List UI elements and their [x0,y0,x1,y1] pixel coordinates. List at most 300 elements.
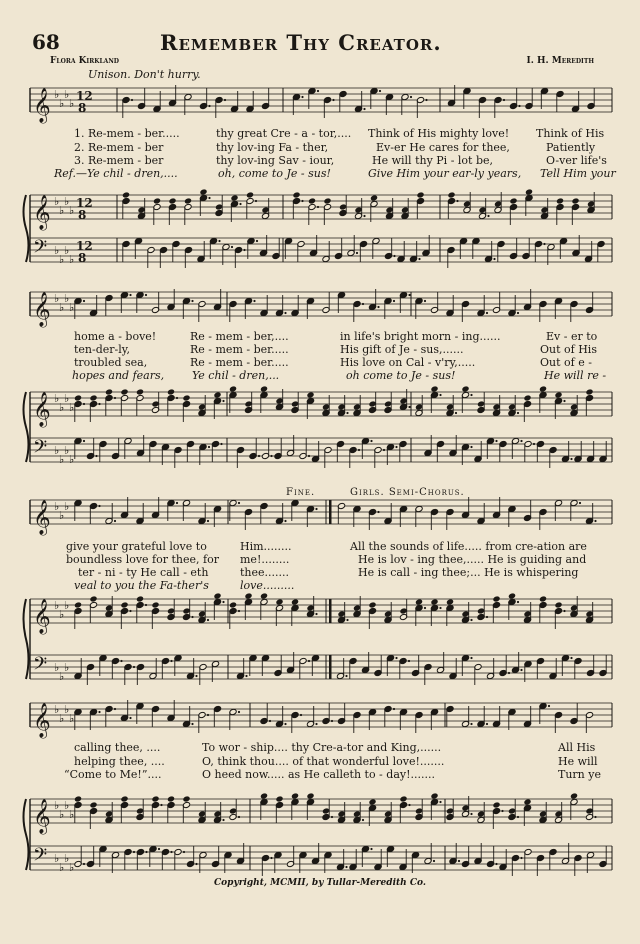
note-dot [207,714,209,716]
note-dot [370,848,372,850]
treble-clef-icon: 𝄞 [33,88,51,123]
note-dot [301,96,303,98]
note-dot [517,312,519,314]
note-head [260,592,268,599]
lyric-s3-l1-p3: All the sounds of life..... from cre-ation are [350,540,587,553]
note-dot [145,851,147,853]
treble-clef-icon: 𝄞 [33,703,51,738]
flat-icon: ♭ [64,799,70,812]
lyric-s4-l3-p2: O heed now..... as He calleth to - day!....... [202,768,435,781]
note-head [89,801,97,808]
note-dot [458,860,460,862]
note-dot [508,672,510,674]
note-dot [456,200,458,202]
bass-clef-icon: 𝄢 [33,845,48,870]
note-head [74,601,82,608]
note-dot [424,607,426,609]
flat-icon: ♭ [59,301,65,314]
lyric-s2-l2-p4: Out of His [540,343,597,356]
note-head [539,385,547,392]
note-dot [98,505,100,507]
note-dot [269,720,271,722]
lyric-s3-l1-p1: give your grateful love to [66,540,207,553]
note-dot [493,258,495,260]
note-head [539,595,547,602]
note-head [430,385,438,392]
lyric-s3-l3-p2: thee....... [240,566,290,579]
note-dot [548,705,550,707]
flat-icon: ♭ [64,661,70,674]
composer-credit: I. H. Meredith [526,56,594,66]
lyric-s4-l1-p2: To wor - ship.... thy Cre-a-tor and King,...... [202,741,442,754]
note-dot [83,863,85,865]
note-dot [433,860,435,862]
lyric-s3-l4-p2: love......... [240,579,295,592]
note-head [370,194,378,201]
note-head [446,598,454,605]
note-head [291,792,299,799]
note-dot [362,303,364,305]
flat-icon: ♭ [59,97,65,110]
note-head [368,798,376,805]
lyric-s3-l4-p1: veal to you the Fa-ther's [74,579,209,592]
note-head [105,388,113,395]
flat-icon: ♭ [59,401,65,414]
note-head [399,795,407,802]
time-sig-bottom: 8 [78,208,87,222]
note-head [306,792,314,799]
note-dot [133,851,135,853]
lyric-s1-l3-p3: He will thy Pi - lot be, [372,154,494,167]
note-dot [238,610,240,612]
note-head [323,197,331,204]
note-dot [470,813,472,815]
flat-icon: ♭ [64,500,70,513]
note-dot [379,90,381,92]
note-dot [220,443,222,445]
note-dot [238,502,240,504]
flat-icon: ♭ [59,712,65,725]
flat-icon: ♭ [54,852,60,865]
flat-icon: ♭ [64,88,70,101]
note-dot [315,508,317,510]
lyric-s1-l2-p3: Ev-er He cares for thee, [376,141,510,154]
lyric-s3-l2-p3: He is lov - ing thee,..... He is guiding and [358,553,587,566]
note-dot [570,657,572,659]
lyricist-credit: Flora Kirkland [50,56,120,66]
note-dot [393,255,395,257]
flat-icon: ♭ [59,204,65,217]
note-dot [486,723,488,725]
note-head [213,592,221,599]
note-dot [470,394,472,396]
flat-icon: ♭ [64,392,70,405]
bass-clef-icon: 𝄢 [33,237,48,262]
note-head [199,188,207,195]
flat-icon: ♭ [64,852,70,865]
tempo-direction: Unison. Don't hurry. [88,68,201,81]
note-dot [300,714,302,716]
note-dot [408,406,410,408]
note-dot [331,720,333,722]
double-bar-thick [329,500,332,524]
note-dot [395,657,397,659]
flat-icon: ♭ [59,453,65,466]
note-dot [377,511,379,513]
note-head [275,598,283,605]
note-dot [170,660,172,662]
note-head [120,601,128,608]
note-dot [377,306,379,308]
copyright-notice: Copyright, MCMII, by Tullar-Meredith Co. [214,878,426,888]
note-head [508,592,516,599]
treble-clef-icon: 𝄞 [33,292,51,327]
note-dot [315,613,317,615]
note-dot [98,711,100,713]
system-1-brace [24,195,29,262]
note-dot [470,619,472,621]
lyric-s4-l1-p3: All His [558,741,596,754]
note-dot [284,723,286,725]
note-dot [131,99,133,101]
note-dot [455,412,457,414]
note-dot [129,717,131,719]
note-head [525,188,533,195]
flat-icon: ♭ [59,861,65,874]
note-dot [356,252,358,254]
lyric-s2-l4-p3: oh come to Je - sus! [346,369,456,382]
note-dot [239,203,241,205]
note-dot [470,657,472,659]
note-dot [238,711,240,713]
note-dot [258,455,260,457]
flat-icon: ♭ [64,244,70,257]
note-dot [170,851,172,853]
flat-icon: ♭ [59,808,65,821]
lyric-s2-l3-p1: troubled sea, [74,356,148,369]
note-head [167,795,175,802]
lyric-s1-l1-p4: Think of His [536,127,605,140]
treble-clef-icon: 𝄞 [33,195,51,230]
double-bar-thick [329,655,332,679]
note-dot [346,619,348,621]
note-dot [383,449,385,451]
note-dot [218,240,220,242]
treble-clef-icon: 𝄞 [33,500,51,535]
lyric-s4-l2-p1: helping thee, .... [74,755,165,768]
note-dot [83,403,85,405]
fine-marking: Fine. [286,487,316,498]
note-dot [95,455,97,457]
lyric-s1-l1-p1: 1. Re-mem - ber..... [74,127,180,140]
note-head [571,197,579,204]
lyric-s4-l3-p1: “Come to Me!”.... [64,768,162,781]
flat-icon: ♭ [59,670,65,683]
lyric-s4-l2-p3: He will [558,755,598,768]
semi-chorus-marking: Girls. Semi-Chorus. [350,487,465,498]
flat-icon: ♭ [54,292,60,305]
note-head [292,191,300,198]
note-dot [255,200,257,202]
note-head [275,795,283,802]
lyric-s2-l1-p1: home a - bove! [74,330,157,343]
treble-clef-icon: 𝄞 [33,799,51,834]
note-dot [176,397,178,399]
note-head [368,601,376,608]
note-dot [362,819,364,821]
note-dot [393,708,395,710]
note-dot [207,619,209,621]
note-dot [129,294,131,296]
note-dot [594,520,596,522]
note-head [430,792,438,799]
lyric-s2-l3-p4: Out of e - [540,356,592,369]
lyric-s1-l2-p1: 2. Re-mem - ber [74,141,164,154]
note-dot [256,240,258,242]
note-dot [517,816,519,818]
lyric-s4-l2-p2: O, think thou.... of that wonderful love!....... [202,755,445,768]
note-dot [222,819,224,821]
note-dot [331,816,333,818]
note-dot [332,99,334,101]
bass-clef-icon: 𝄢 [33,654,48,679]
flat-icon: ♭ [69,204,75,217]
note-head [151,601,159,608]
note-dot [114,397,116,399]
note-dot [208,197,210,199]
note-head [461,385,469,392]
note-dot [495,863,497,865]
note-dot [208,105,210,107]
note-dot [208,446,210,448]
note-head [167,388,175,395]
note-dot [195,675,197,677]
note-dot [358,449,360,451]
time-sig-top: 12 [76,239,93,253]
note-dot [317,90,319,92]
flat-icon: ♭ [59,509,65,522]
note-head [246,191,254,198]
note-head [447,191,455,198]
note-dot [191,723,193,725]
note-head [136,388,144,395]
lyric-s1-l3-p2: thy lov-ing Sav - iour, [216,154,335,167]
note-dot [533,443,535,445]
note-head [120,388,128,395]
lyric-s4-l3-p3: Turn ye [558,768,601,781]
note-dot [563,400,565,402]
lyric-s2-l4-p2: Ye chil - dren,... [192,369,280,382]
note-dot [520,669,522,671]
note-head [151,795,159,802]
flat-icon: ♭ [64,703,70,716]
note-dot [486,616,488,618]
note-dot [470,446,472,448]
flat-icon: ♭ [69,97,75,110]
flat-icon: ♭ [54,703,60,716]
note-dot [114,520,116,522]
lyric-s2-l3-p2: Re - mem - ber..... [190,356,289,369]
note-dot [284,312,286,314]
note-head [570,792,578,799]
note-head [416,191,424,198]
note-head [523,394,531,401]
lyric-s1-l4-p3: Give Him your ear-ly years, [368,167,522,180]
flat-icon: ♭ [54,661,60,674]
note-dot [284,520,286,522]
lyric-s2-l2-p3: His gift of Je - sus,...... [340,343,464,356]
note-head [213,391,221,398]
note-dot [439,394,441,396]
note-dot [83,300,85,302]
note-head [182,394,190,401]
note-head [229,385,237,392]
lyric-s1-l1-p3: Think of His mighty love! [368,127,510,140]
lyric-s1-l1-p2: thy great Cre - a - tor,.... [216,127,352,140]
note-head [184,197,192,204]
note-dot [243,249,245,251]
note-dot [518,105,520,107]
note-dot [486,312,488,314]
note-head [509,197,517,204]
lyric-s2-l2-p2: Re - mem - ber..... [190,343,289,356]
note-dot [501,810,503,812]
note-head [556,197,564,204]
note-dot [370,440,372,442]
flat-icon: ♭ [54,195,60,208]
lyric-s1-l2-p4: Patiently [546,141,596,154]
time-sig-bottom: 8 [78,101,87,115]
flat-icon: ♭ [69,712,75,725]
lyric-s3-l2-p1: boundless love for thee, for [66,553,219,566]
double-bar-thick [329,599,332,623]
bass-clef-icon: 𝄢 [33,437,48,462]
flat-icon: ♭ [59,253,65,266]
note-head [430,598,438,605]
note-dot [424,300,426,302]
note-dot [120,660,122,662]
note-dot [317,206,319,208]
lyric-s2-l4-p4: He will re - [544,369,607,382]
system-2-brace [24,392,29,462]
note-dot [129,610,131,612]
treble-clef-icon: 𝄞 [33,599,51,634]
note-head [308,197,316,204]
note-dot [470,723,472,725]
note-head [260,385,268,392]
flat-icon: ♭ [69,253,75,266]
note-dot [191,616,193,618]
lyric-s4-l1-p1: calling thee, .... [74,741,161,754]
note-head [291,598,299,605]
note-dot [238,816,240,818]
note-dot [410,96,412,98]
note-head [74,795,82,802]
note-dot [245,675,247,677]
note-head [260,792,268,799]
note-head [182,795,190,802]
note-dot [393,300,395,302]
note-dot [594,816,596,818]
note-dot [543,243,545,245]
note-dot [503,99,505,101]
system-4-brace [24,799,29,870]
note-dot [270,455,272,457]
note-dot [517,412,519,414]
note-dot [308,660,310,662]
note-dot [195,863,197,865]
note-dot [253,300,255,302]
flat-icon: ♭ [69,453,75,466]
treble-clef-icon: 𝄞 [33,392,51,427]
note-dot [520,440,522,442]
note-dot [517,601,519,603]
note-dot [439,801,441,803]
flat-icon: ♭ [64,195,70,208]
note-head [306,391,314,398]
note-head [415,598,423,605]
flat-icon: ♭ [64,292,70,305]
flat-icon: ♭ [54,599,60,612]
lyric-s1-l3-p1: 3. Re-mem - ber [74,154,164,167]
lyric-s1-l3-p4: O-ver life's [546,154,607,167]
note-dot [301,200,303,202]
note-dot [570,458,572,460]
note-dot [207,520,209,522]
note-dot [425,99,427,101]
flat-icon: ♭ [54,88,60,101]
note-dot [345,675,347,677]
lyric-s1-l4-p2: oh, come to Je - sus! [218,167,331,180]
note-dot [270,857,272,859]
lyric-s3-l3-p1: ter - ni - ty He call - eth [78,566,209,579]
flat-icon: ♭ [69,861,75,874]
lyric-s2-l1-p2: Re - mem - ber,.... [190,330,289,343]
note-head [585,388,593,395]
note-dot [222,601,224,603]
time-sig-top: 12 [76,89,93,103]
note-head [89,595,97,602]
flat-icon: ♭ [69,808,75,821]
note-dot [520,857,522,859]
lyric-s2-l3-p3: His love on Cal - v'ry,..... [340,356,476,369]
flat-icon: ♭ [54,392,60,405]
note-dot [114,708,116,710]
lyric-s3-l3-p3: He is call - ing thee;... He is whispering [358,566,579,579]
flat-icon: ♭ [54,444,60,457]
page-number: 68 [32,30,60,54]
lyric-s3-l1-p2: Him........ [240,540,292,553]
note-head [74,394,82,401]
note-head [492,595,500,602]
system-3-brace [24,599,29,679]
note-dot [191,300,193,302]
note-head [554,601,562,608]
lyric-s1-l2-p2: thy lov-ing Fa - ther, [216,141,329,154]
flat-icon: ♭ [69,301,75,314]
lyric-s2-l1-p4: Ev - er to [546,330,598,343]
note-head [230,194,238,201]
note-dot [158,848,160,850]
note-dot [395,446,397,448]
note-dot [363,108,365,110]
note-dot [495,440,497,442]
note-dot [98,403,100,405]
note-head [136,595,144,602]
note-dot [145,604,147,606]
note-dot [408,294,410,296]
hymn-title: Remember Thy Creator. [160,30,442,55]
